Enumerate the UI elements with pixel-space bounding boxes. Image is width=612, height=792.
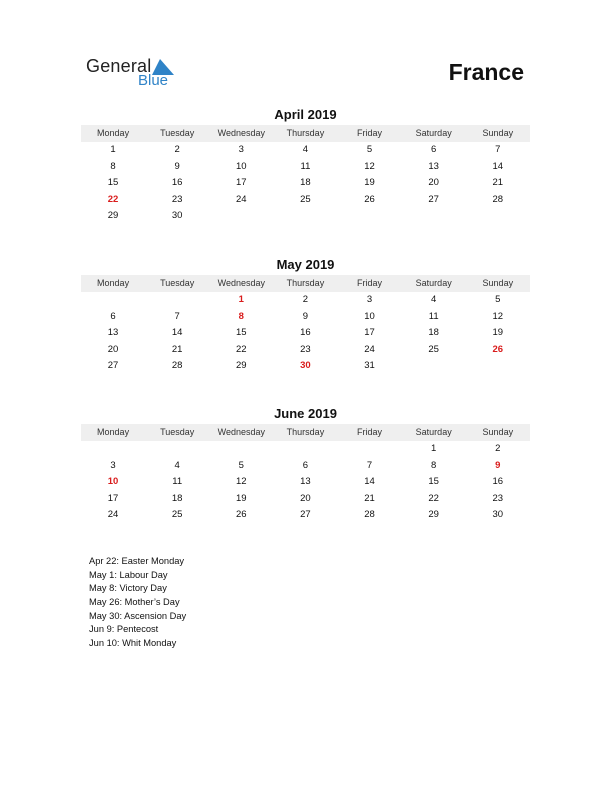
- week-row: [81, 441, 530, 458]
- empty-day-cell: [273, 441, 337, 458]
- day-cell: 28: [171, 360, 183, 372]
- day-cell: 18: [428, 327, 439, 339]
- week-row: [81, 309, 530, 326]
- weekday-header: Monday: [97, 427, 130, 437]
- logo: [86, 56, 196, 92]
- week-row: [81, 507, 530, 524]
- day-cell: 23: [300, 343, 311, 355]
- day-cell: 21: [364, 492, 375, 504]
- empty-day-cell: [209, 208, 273, 225]
- weekday-header: Tuesday: [160, 278, 195, 288]
- day-cell: 24: [364, 343, 375, 355]
- day-cell: 17: [236, 177, 247, 189]
- holiday-list-item: May 8: Victory Day: [89, 583, 167, 594]
- day-cell: 13: [300, 476, 311, 488]
- month-title: June 2019: [274, 406, 337, 421]
- weekday-header: Sunday: [482, 278, 514, 288]
- day-cell: 18: [171, 492, 183, 504]
- day-cell: 10: [364, 310, 375, 322]
- day-cell: 21: [492, 177, 504, 189]
- day-cell: 16: [300, 327, 311, 339]
- holiday-day-cell: 22: [107, 193, 119, 205]
- empty-day-cell: [402, 358, 466, 375]
- day-cell: 14: [171, 327, 183, 339]
- holiday-list-item: May 30: Ascension Day: [89, 610, 187, 621]
- country-title: France: [448, 59, 524, 85]
- day-cell: 30: [492, 509, 504, 521]
- day-cell: 25: [428, 343, 439, 355]
- day-cell: 29: [107, 210, 119, 222]
- day-cell: 14: [492, 160, 504, 172]
- day-cell: 2: [302, 294, 309, 305]
- empty-day-cell: [81, 292, 145, 309]
- empty-day-cell: [402, 208, 466, 225]
- holiday-day-cell: 9: [495, 459, 501, 471]
- day-cell: 21: [171, 343, 183, 355]
- logo-blue-text: Blue: [138, 72, 169, 89]
- day-cell: 19: [236, 492, 247, 504]
- day-cell: 27: [107, 360, 119, 372]
- day-cell: 15: [107, 177, 119, 189]
- holiday-day-cell: 10: [107, 476, 119, 488]
- week-row: [81, 358, 530, 375]
- day-cell: 28: [492, 193, 504, 205]
- day-cell: 29: [236, 360, 247, 372]
- day-cell: 8: [110, 160, 116, 172]
- day-cell: 7: [495, 144, 501, 155]
- day-cell: 15: [236, 327, 247, 339]
- holiday-day-cell: 8: [238, 310, 244, 322]
- day-cell: 4: [302, 144, 309, 155]
- day-cell: 1: [110, 144, 116, 155]
- day-cell: 31: [364, 360, 375, 372]
- day-cell: 25: [171, 509, 183, 521]
- day-cell: 25: [300, 193, 311, 205]
- weekday-header: Thursday: [286, 278, 325, 288]
- weekday-header: Sunday: [482, 128, 514, 138]
- day-cell: 11: [428, 310, 439, 322]
- day-cell: 29: [428, 509, 439, 521]
- logo-general-text: General: [86, 56, 152, 76]
- day-cell: 16: [492, 476, 504, 488]
- day-cell: 12: [492, 310, 504, 322]
- day-cell: 4: [431, 294, 437, 305]
- day-cell: 19: [364, 177, 375, 189]
- day-cell: 11: [300, 160, 311, 172]
- day-cell: 5: [495, 294, 501, 305]
- day-cell: 11: [172, 476, 183, 488]
- month-april: [81, 107, 530, 225]
- weekday-header: Saturday: [415, 427, 452, 437]
- day-cell: 14: [364, 476, 375, 488]
- holiday-day-cell: 26: [492, 343, 504, 355]
- day-cell: 13: [107, 327, 119, 339]
- day-cell: 9: [302, 310, 309, 322]
- holiday-list: [89, 555, 186, 651]
- empty-day-cell: [338, 441, 402, 458]
- weekday-header-row: [81, 125, 530, 142]
- day-cell: 17: [107, 492, 119, 504]
- weekday-header-row: [81, 424, 530, 441]
- day-cell: 9: [174, 160, 180, 172]
- week-row: [81, 292, 530, 309]
- day-cell: 6: [110, 310, 116, 322]
- day-cell: 26: [364, 193, 375, 205]
- day-cell: 24: [107, 509, 119, 521]
- day-cell: 23: [171, 193, 183, 205]
- weekday-header: Friday: [357, 128, 383, 138]
- weekday-header: Saturday: [415, 278, 452, 288]
- day-cell: 30: [171, 210, 183, 222]
- empty-day-cell: [273, 208, 337, 225]
- day-cell: 23: [492, 492, 504, 504]
- weekday-header: Monday: [97, 278, 130, 288]
- holiday-list-item: May 1: Labour Day: [89, 569, 168, 580]
- holiday-list-item: Jun 9: Pentecost: [89, 624, 159, 635]
- day-cell: 24: [236, 193, 247, 205]
- holiday-list-item: May 26: Mother’s Day: [89, 597, 180, 608]
- weekday-header: Wednesday: [217, 128, 265, 138]
- month-may: [81, 257, 530, 375]
- holiday-day-cell: 30: [300, 360, 311, 372]
- day-cell: 18: [300, 177, 311, 189]
- empty-day-cell: [338, 208, 402, 225]
- holiday-day-cell: 1: [238, 294, 244, 305]
- week-row: [81, 474, 530, 491]
- weekday-header: Tuesday: [160, 128, 195, 138]
- week-row: [81, 159, 530, 176]
- week-row: [81, 342, 530, 359]
- day-cell: 10: [236, 160, 247, 172]
- weekday-header: Thursday: [286, 128, 325, 138]
- day-cell: 2: [495, 443, 501, 454]
- week-row: [81, 192, 530, 209]
- day-cell: 6: [431, 144, 437, 155]
- day-cell: 27: [300, 509, 311, 521]
- day-cell: 19: [492, 327, 504, 339]
- day-cell: 16: [171, 177, 183, 189]
- empty-day-cell: [145, 441, 209, 458]
- weekday-header: Friday: [357, 427, 383, 437]
- empty-day-cell: [81, 441, 145, 458]
- day-cell: 22: [236, 343, 247, 355]
- holiday-list-item: Jun 10: Whit Monday: [89, 638, 177, 649]
- day-cell: 22: [428, 492, 439, 504]
- weekday-header: Wednesday: [217, 427, 265, 437]
- day-cell: 7: [174, 310, 180, 322]
- day-cell: 3: [110, 459, 116, 471]
- day-cell: 1: [431, 443, 437, 454]
- week-row: [81, 175, 530, 192]
- empty-day-cell: [209, 441, 273, 458]
- weekday-header: Saturday: [415, 128, 452, 138]
- day-cell: 27: [428, 193, 439, 205]
- week-row: [81, 491, 530, 508]
- day-cell: 6: [302, 459, 309, 471]
- empty-day-cell: [145, 292, 209, 309]
- empty-day-cell: [466, 358, 530, 375]
- day-cell: 20: [107, 343, 119, 355]
- week-row: [81, 142, 530, 159]
- day-cell: 5: [238, 459, 244, 471]
- month-title: May 2019: [276, 257, 335, 272]
- day-cell: 3: [366, 294, 373, 305]
- weekday-header: Tuesday: [160, 427, 195, 437]
- weekday-header: Monday: [97, 128, 130, 138]
- week-row: [81, 458, 530, 475]
- day-cell: 4: [174, 459, 180, 471]
- empty-day-cell: [466, 208, 530, 225]
- day-cell: 5: [366, 144, 373, 155]
- day-cell: 2: [174, 144, 180, 155]
- weekday-header: Friday: [357, 278, 383, 288]
- weekday-header-row: [81, 275, 530, 292]
- month-june: [81, 406, 530, 524]
- holiday-list-item: Apr 22: Easter Monday: [89, 556, 185, 566]
- day-cell: 28: [364, 509, 375, 521]
- month-title: April 2019: [274, 107, 337, 122]
- day-cell: 12: [236, 476, 247, 488]
- day-cell: 26: [236, 509, 247, 521]
- week-row: [81, 325, 530, 342]
- week-row: [81, 208, 530, 225]
- weekday-header: Wednesday: [217, 278, 265, 288]
- day-cell: 12: [364, 160, 375, 172]
- day-cell: 3: [238, 144, 244, 155]
- day-cell: 20: [428, 177, 439, 189]
- day-cell: 17: [364, 327, 375, 339]
- day-cell: 15: [428, 476, 439, 488]
- day-cell: 8: [431, 459, 437, 471]
- day-cell: 13: [428, 160, 439, 172]
- weekday-header: Sunday: [482, 427, 514, 437]
- day-cell: 7: [366, 459, 373, 471]
- weekday-header: Thursday: [286, 427, 325, 437]
- day-cell: 20: [300, 492, 311, 504]
